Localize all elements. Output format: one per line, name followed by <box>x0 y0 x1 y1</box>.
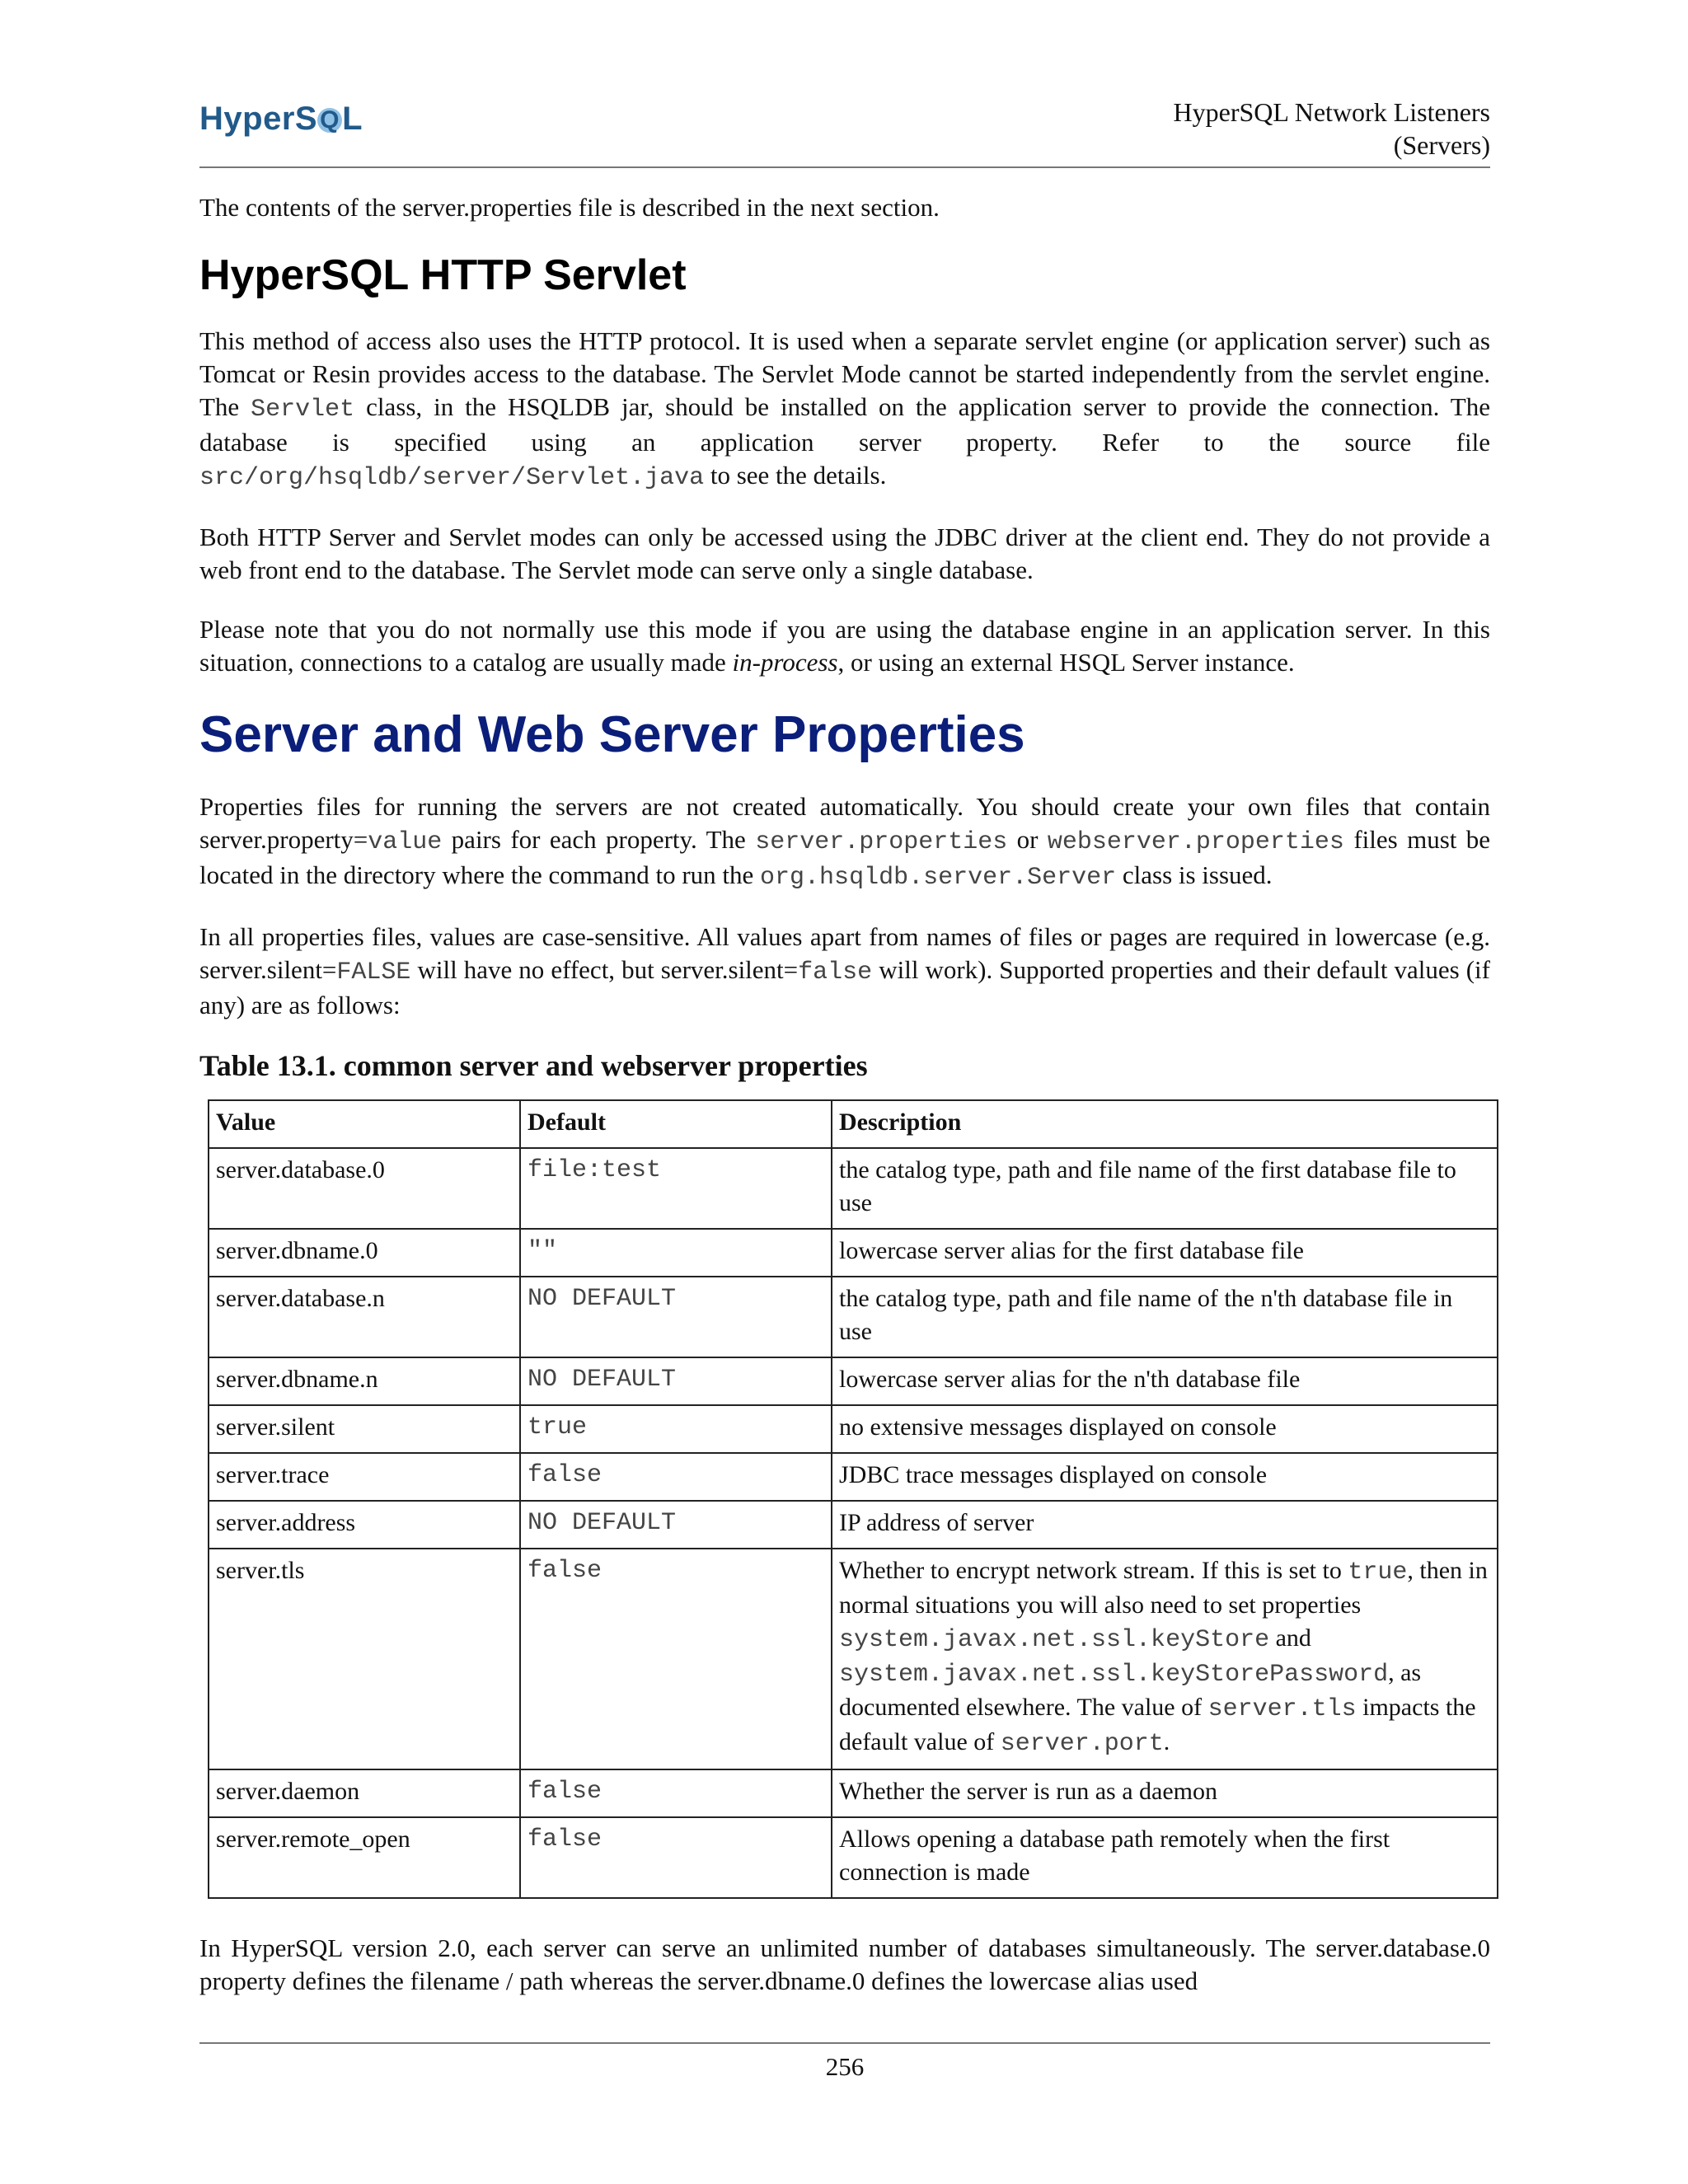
table-row: server.database.0 file:test the catalog type, path and file name of the first database file to use <box>209 1148 1498 1229</box>
page-number: 256 <box>825 2052 865 2081</box>
page-footer <box>199 2042 1490 2082</box>
code-servlet: Servlet <box>251 396 355 424</box>
tls-description: Whether to encrypt network stream. If this is set to true, then in normal situations you will also need to set properties system.javax.net.ssl.keyStore and system.javax.net.ssl.keyStorePassword, as documented elsewhere. The value of server.tls impacts the default value of server.port. <box>832 1549 1498 1769</box>
table-row: server.dbname.0 "" lowercase server alias for the first database file <box>209 1229 1498 1277</box>
header-title <box>913 96 1490 162</box>
column-header-default: Default <box>520 1100 832 1148</box>
table-row: server.silent true no extensive messages displayed on console <box>209 1405 1498 1453</box>
closing-paragraph: In HyperSQL version 2.0, each server can serve an unlimited number of databases simultaneously. The server.database.0 property defines the filename / path whereas the server.dbname.0 defines the lowercase alias used <box>199 1933 1490 1995</box>
table-row: server.remote_open false Allows opening a database path remotely when the first connection is made <box>209 1817 1498 1898</box>
table-row: server.tls false Whether to encrypt network stream. If this is set to true, then in normal situations you will also need to set properties system.javax.net.ssl.keyStore and system.javax.net.ssl.keyStorePassword, as documented elsewhere. The value of server.tls impacts the default value of server.port. <box>209 1549 1498 1769</box>
servlet-heading: HyperSQL HTTP Servlet <box>199 251 687 299</box>
page-header <box>199 92 1490 168</box>
table-row: server.trace false JDBC trace messages displayed on console <box>209 1453 1498 1501</box>
table-caption: Table 13.1. common server and webserver properties <box>199 1049 868 1082</box>
header-title-line2: (Servers) <box>1393 130 1490 160</box>
table-row: server.dbname.n NO DEFAULT lowercase server alias for the n'th database file <box>209 1357 1498 1405</box>
table-row: server.address NO DEFAULT IP address of server <box>209 1501 1498 1549</box>
table-row: server.database.n NO DEFAULT the catalog type, path and file name of the n'th database file in use <box>209 1277 1498 1357</box>
page-body <box>199 191 1490 2024</box>
servlet-paragraph-1: This method of access also uses the HTTP protocol. It is used when a separate servlet engine (or application server) such as Tomcat or Resin provides access to the database. The Servlet Mode cannot be started independently from the servlet engine. The Servlet class, in the HSQLDB jar, should be installed on the application server to provide the connection. The database is specified using an application server property. Refer to the source file src/org/hsqldb/server/Servlet.java to see the details. <box>199 326 1490 492</box>
code-servlet-path: src/org/hsqldb/server/Servlet.java <box>199 464 705 492</box>
properties-heading: Server and Web Server Properties <box>199 706 1025 763</box>
table-row: server.daemon false Whether the server is run as a daemon <box>209 1769 1498 1817</box>
properties-paragraph-1: Properties files for running the servers are not created automatically. You should create your own files that contain server.property=value pairs for each property. The server.properties or webserver.properties files must be located in the directory where the command to run the org.hsqldb.server.Server class is issued. <box>199 792 1491 892</box>
hypersql-logo: HyperS QL <box>199 101 363 137</box>
header-title-line1: HyperSQL Network Listeners <box>1173 97 1490 127</box>
properties-paragraph-2: In all properties files, values are case-sensitive. All values apart from names of files or pages are required in lowercase (e.g. server.silent=FALSE will have no effect, but server.silent=false will work). Supported properties and their default values (if any) are as follows: <box>199 922 1490 1019</box>
column-header-value: Value <box>209 1100 520 1148</box>
table-header-row <box>209 1100 1498 1148</box>
intro-paragraph: The contents of the server.properties file is described in the next section. <box>199 193 940 222</box>
emphasis-in-process: in-process <box>732 648 838 677</box>
properties-table <box>208 1099 1498 1899</box>
servlet-paragraph-3: Please note that you do not normally use this mode if you are using the database engine in an application server. In this situation, connections to a catalog are usually made in-process, or using an external HSQL Server instance. <box>199 615 1490 677</box>
document-page <box>199 0 1490 2184</box>
column-header-description: Description <box>832 1100 1498 1148</box>
servlet-paragraph-2: Both HTTP Server and Servlet modes can only be accessed using the JDBC driver at the client end. They do not provide a web front end to the database. The Servlet mode can serve only a single database. <box>199 523 1490 584</box>
